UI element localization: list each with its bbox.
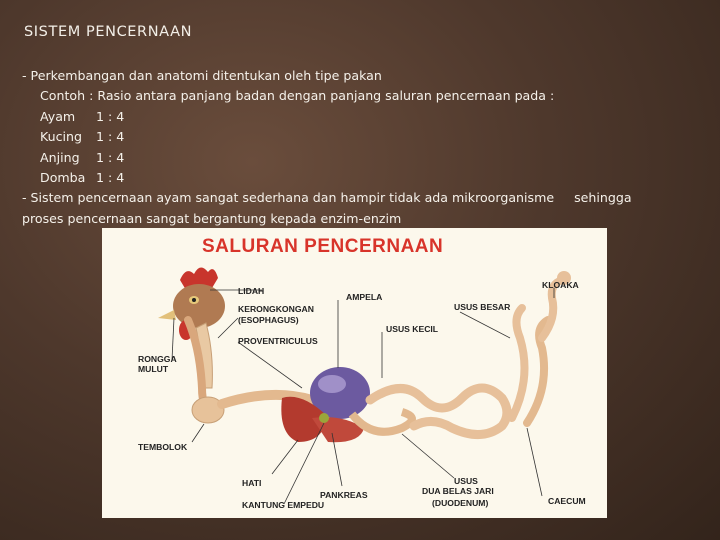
bullet-line-2-text: - Sistem pencernaan ayam sangat sederhana dan hampir tidak ada mikroorganisme xyxy=(22,190,555,206)
digestive-illustration xyxy=(102,228,607,518)
example-line: Contoh : Rasio antara panjang badan dengan panjang saluran pencernaan pada : xyxy=(40,88,555,104)
ratio-value: 1 : 4 xyxy=(96,108,125,124)
beak-shape xyxy=(158,310,176,320)
ratio-animal: Domba xyxy=(40,169,86,185)
label-usus-besar: USUS BESAR xyxy=(454,302,511,312)
label-kantung-empedu: KANTUNG EMPEDU xyxy=(242,500,325,510)
ratio-row xyxy=(22,168,712,188)
label-lidah: LIDAH xyxy=(238,286,265,296)
label-ampela: AMPELA xyxy=(346,292,383,302)
ratio-value: 1 : 4 xyxy=(96,169,125,185)
label-kerongkongan: KERONGKONGAN xyxy=(238,304,314,314)
slide-body xyxy=(22,66,712,229)
ratio-animal: Ayam xyxy=(40,108,76,124)
diagram-title: SALURAN PENCERNAAN xyxy=(202,236,444,257)
label-tembolok: TEMBOLOK xyxy=(138,442,188,452)
ratio-row xyxy=(22,107,712,127)
label-usus: USUS xyxy=(454,476,478,486)
bullet-line-2-tail: sehingga xyxy=(574,190,632,206)
ratio-value: 1 : 4 xyxy=(96,149,125,165)
label-kloaka: KLOAKA xyxy=(542,280,579,290)
label-proventriculus: PROVENTRICULUS xyxy=(238,336,318,346)
ratio-animal: Kucing xyxy=(40,129,83,145)
bullet-line-3: proses pencernaan sangat bergantung kepada enzim-enzim xyxy=(22,210,402,226)
ratio-value: 1 : 4 xyxy=(96,129,125,145)
label-dua-belas-jari: DUA BELAS JARI xyxy=(422,486,494,496)
ratio-row xyxy=(22,127,712,147)
label-hati: HATI xyxy=(242,478,262,488)
label-rongga: RONGGA xyxy=(138,354,177,364)
label-duodenum: (DUODENUM) xyxy=(432,498,489,508)
label-pankreas: PANKREAS xyxy=(320,490,368,500)
ratio-row xyxy=(22,148,712,168)
bullet-line-1: - Perkembangan dan anatomi ditentukan oleh tipe pakan xyxy=(22,68,382,83)
label-mulut: MULUT xyxy=(138,364,169,374)
label-caecum: CAECUM xyxy=(548,496,586,506)
slide-title: SISTEM PENCERNAAN xyxy=(24,24,193,40)
ratio-animal: Anjing xyxy=(40,149,80,165)
bullet-line-2 xyxy=(22,188,712,208)
head-shape xyxy=(173,284,225,328)
label-usus-kecil: USUS KECIL xyxy=(386,324,439,334)
digestive-diagram xyxy=(102,228,607,518)
label-esophagus: (ESOPHAGUS) xyxy=(238,315,299,325)
